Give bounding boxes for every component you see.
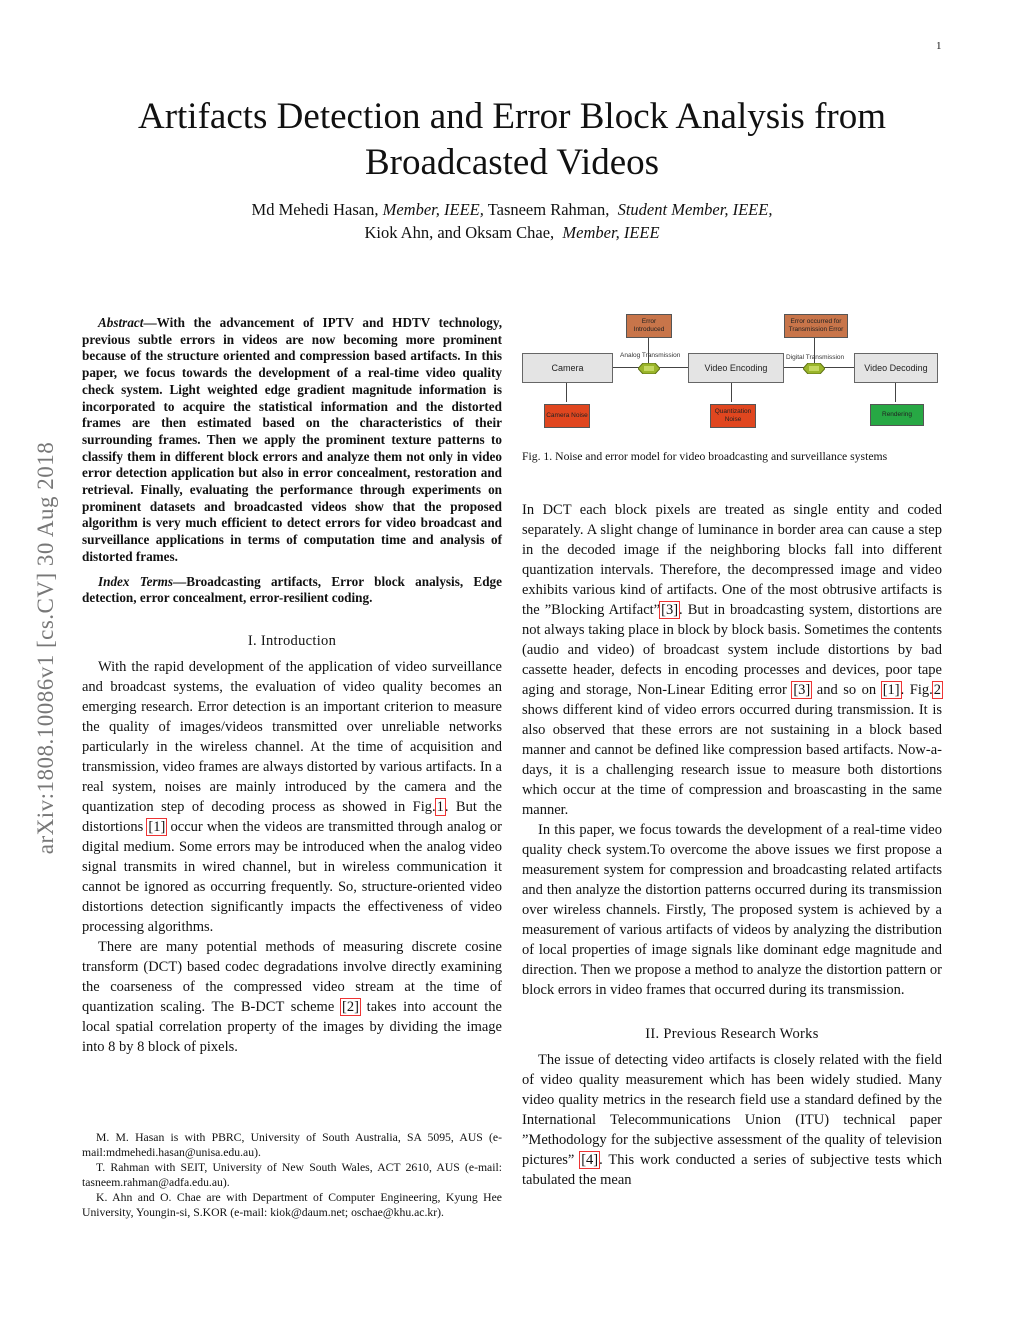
digital-channel-icon — [803, 361, 825, 372]
figure-1-caption: Fig. 1. Noise and error model for video broadcasting and surveillance systems — [522, 450, 888, 463]
citation-link[interactable]: [3] — [793, 682, 811, 698]
error-introduced-box: Error Introduced — [626, 314, 672, 338]
right-paragraph-3 — [522, 1050, 942, 1190]
paragraph-text: . But in broadcasting system, distortions are not always taking place in block by block basis. Sometimes the contents (audio and video) of broadcast system include distortions by bad cassette header, defects in encoding processes and devices, poor tape aging and storage, Non-Linear Editing error — [522, 602, 942, 698]
section-heading-previous-work: II. Previous Research Works — [645, 1026, 819, 1042]
citation-link[interactable]: [4] — [581, 1152, 599, 1168]
video-decoding-box: Video Decoding — [854, 353, 938, 383]
citation-link[interactable]: [1] — [148, 818, 166, 835]
footnote-2: T. Rahman with SEIT, University of New South Wales, ACT 2610, AUS (e-mail: tasneem.rahman@adfa.edu.au). — [82, 1161, 502, 1189]
index-terms-text: —Broadcasting artifacts, Error block analysis, Edge detection, error concealment, error-resilient coding. — [82, 573, 502, 606]
analog-transmission-label: Analog Transmission — [620, 352, 681, 359]
footnote-1: M. M. Hasan is with PBRC, University of South Australia, SA 5095, AUS (e-mail:mdmehedi.hasan@unisa.edu.au). — [82, 1131, 502, 1159]
paragraph-text: There are many potential methods of measuring discrete cosine transform (DCT) based codec degradations involve directly examining the coarseness of the compressed video stream at the time of quantization scaling. The B-DCT scheme — [82, 938, 502, 1015]
footnote-3: K. Ahn and O. Chae are with Department of Computer Engineering, Kyung Hee University, Youngin-si, S.KOR (e-mail: kiok@daum.net; oschae@khu.ac.kr). — [82, 1191, 502, 1219]
digital-transmission-label: Digital Transmission — [786, 354, 845, 361]
abstract-label: Abstract — [98, 315, 144, 330]
section-heading-introduction: I. Introduction — [247, 632, 337, 649]
right-paragraph-2: In this paper, we focus towards the development of a real-time video quality check system.To overcome the above issues we first propose a measurement system for compression and broadcasting related artifacts and then analyze the distortion patterns occurred during its transmission over wireless channels. Firstly, The proposed system is achieved by a measurement of various artifacts of videos by analyzing the distribution of local properties of image signals like dominant edge magnitude and direction. Then we propose a method to analyze the distortion pattern or block errors in video frames that occurred during its transmission. — [522, 822, 942, 998]
figure-1-diagram — [520, 312, 944, 432]
right-column — [522, 500, 942, 1190]
video-encoding-box: Video Encoding — [688, 353, 784, 383]
paragraph-text: In DCT each block pixels are treated as single entity and coded separately. A slight change of luminance in border area can cause a step in the decoded image if the neighboring blocks fall into different quantization intervals. Therefore, the decompressed image and video exhibits various kind of artifacts. One of the most obtrusive artifacts is the ”Blocking Artifact” — [522, 502, 942, 618]
footnotes — [82, 1130, 502, 1220]
paper-title: Artifacts Detection and Error Block Analysis from Broadcasted Videos — [137, 96, 887, 183]
page-number: 1 — [936, 40, 942, 52]
intro-paragraph-1 — [82, 657, 502, 937]
paragraph-text: . But the distortions — [82, 798, 502, 835]
author-affiliation: Member, IEEE — [562, 223, 660, 242]
camera-box: Camera — [522, 353, 613, 383]
index-terms — [82, 574, 502, 607]
author-name: Tasneem Rahman, — [487, 200, 610, 219]
camera-noise-box: Camera Noise — [544, 404, 590, 428]
paragraph-text: takes into account the local spatial correlation property of the images by dividing the image into 8 by 8 block of pixels. — [82, 998, 502, 1055]
citation-link[interactable]: [3] — [661, 602, 679, 618]
citation-link[interactable]: [2] — [342, 998, 359, 1015]
left-column — [82, 315, 502, 1057]
figure-reference-link[interactable]: 2 — [933, 682, 941, 698]
index-terms-label: Index Terms — [98, 573, 173, 589]
rendering-box: Rendering — [870, 404, 924, 426]
citation-link[interactable]: [1] — [882, 682, 900, 698]
analog-channel-icon — [638, 361, 660, 372]
author-name: Md Mehedi Hasan, — [251, 200, 379, 219]
author-name: Kiok Ahn, and Oksam Chae, — [364, 223, 555, 242]
author-line-1 — [80, 198, 944, 221]
arxiv-stamp: arXiv:1808.10086v1 [cs.CV] 30 Aug 2018 — [33, 441, 58, 855]
connector-line — [895, 380, 896, 402]
transmission-error-box: Error occurred for Transmission Error — [784, 314, 848, 338]
abstract-text: —With the advancement of IPTV and HDTV technology, previous subtle errors in videos are now becoming more prominent because of the structure oriented and compression based artifacts. In this paper, we focus towards the development of a real-time video quality check system. Light weighted edge gradient magnitude information is incorporated to acquire the statistical information and the distorted frames are then estimated based on the characteristics of their surrounding frames. Then we apply the prominent texture patterns to classify them in different block errors and analyze them not only in video error detection application but also in error concealment, restoration and retrieval. Finally, evaluating the performance through experiments on prominent datasets and broadcasted videos show that the proposed algorithm is very much efficient to detect errors for video broadcast and surveillance applications in terms of computation time and analysis of distorted frames. — [82, 315, 502, 564]
right-paragraph-1 — [522, 500, 942, 820]
intro-paragraph-2 — [82, 937, 502, 1057]
author-affiliation: Member, IEEE, — [382, 200, 484, 219]
paragraph-text: occur when the videos are transmitted through analog or digital medium. Some errors may be introduced when the analog video signal transmits in wired channel, but in wireless communication it cannot be ignored as occurring frequently. So, structure-oriented video distortions detection significantly impacts the effectiveness of video processing algorithms. — [82, 818, 502, 935]
paragraph-text: shows different kind of video errors occurred during transmission. It is also observed that these errors are not sustaining in a block based manner and cannot be defined like compression based artifacts. Now-a-days, it is a challenging research issue to measure both distortions which occur at the time of compression and broascasting in the same manner. — [522, 702, 942, 818]
paragraph-text: . This work conducted a series of subjective tests which tabulated the mean — [522, 1152, 942, 1188]
author-line-2 — [80, 221, 944, 244]
paragraph-text: The issue of detecting video artifacts is closely related with the field of video quality measurement which has been widely studied. Many video quality metrics in the research field use a standard defined by the International Telecommunications Union (ITU) technical paper ”Methodology for the subjective assessment of the quality of television pictures” — [522, 1052, 942, 1168]
paragraph-text: . Fig. — [900, 682, 933, 698]
abstract — [82, 315, 502, 566]
paragraph-text: With the rapid development of the application of video surveillance and broadcast systems, the evaluation of video quality becomes an emerging research. Error detection is an important criterion to measure the quality of images/videos transmitted over unreliable networks particularly in the wireless channel. At the time of acquisition and transmission, video frames are always distorted by various artifacts. In a real system, noises are mainly introduced by the camera and the quantization step of decoding process as showed in Fig. — [82, 658, 502, 815]
figure-reference-link[interactable]: 1 — [436, 798, 444, 815]
quantization-noise-box: Quantization Noise — [710, 404, 756, 428]
connector-line — [731, 380, 732, 402]
author-affiliation: Student Member, IEEE, — [617, 200, 773, 219]
connector-line — [566, 380, 567, 402]
author-block — [80, 198, 944, 244]
paragraph-text: and so on — [811, 682, 882, 698]
